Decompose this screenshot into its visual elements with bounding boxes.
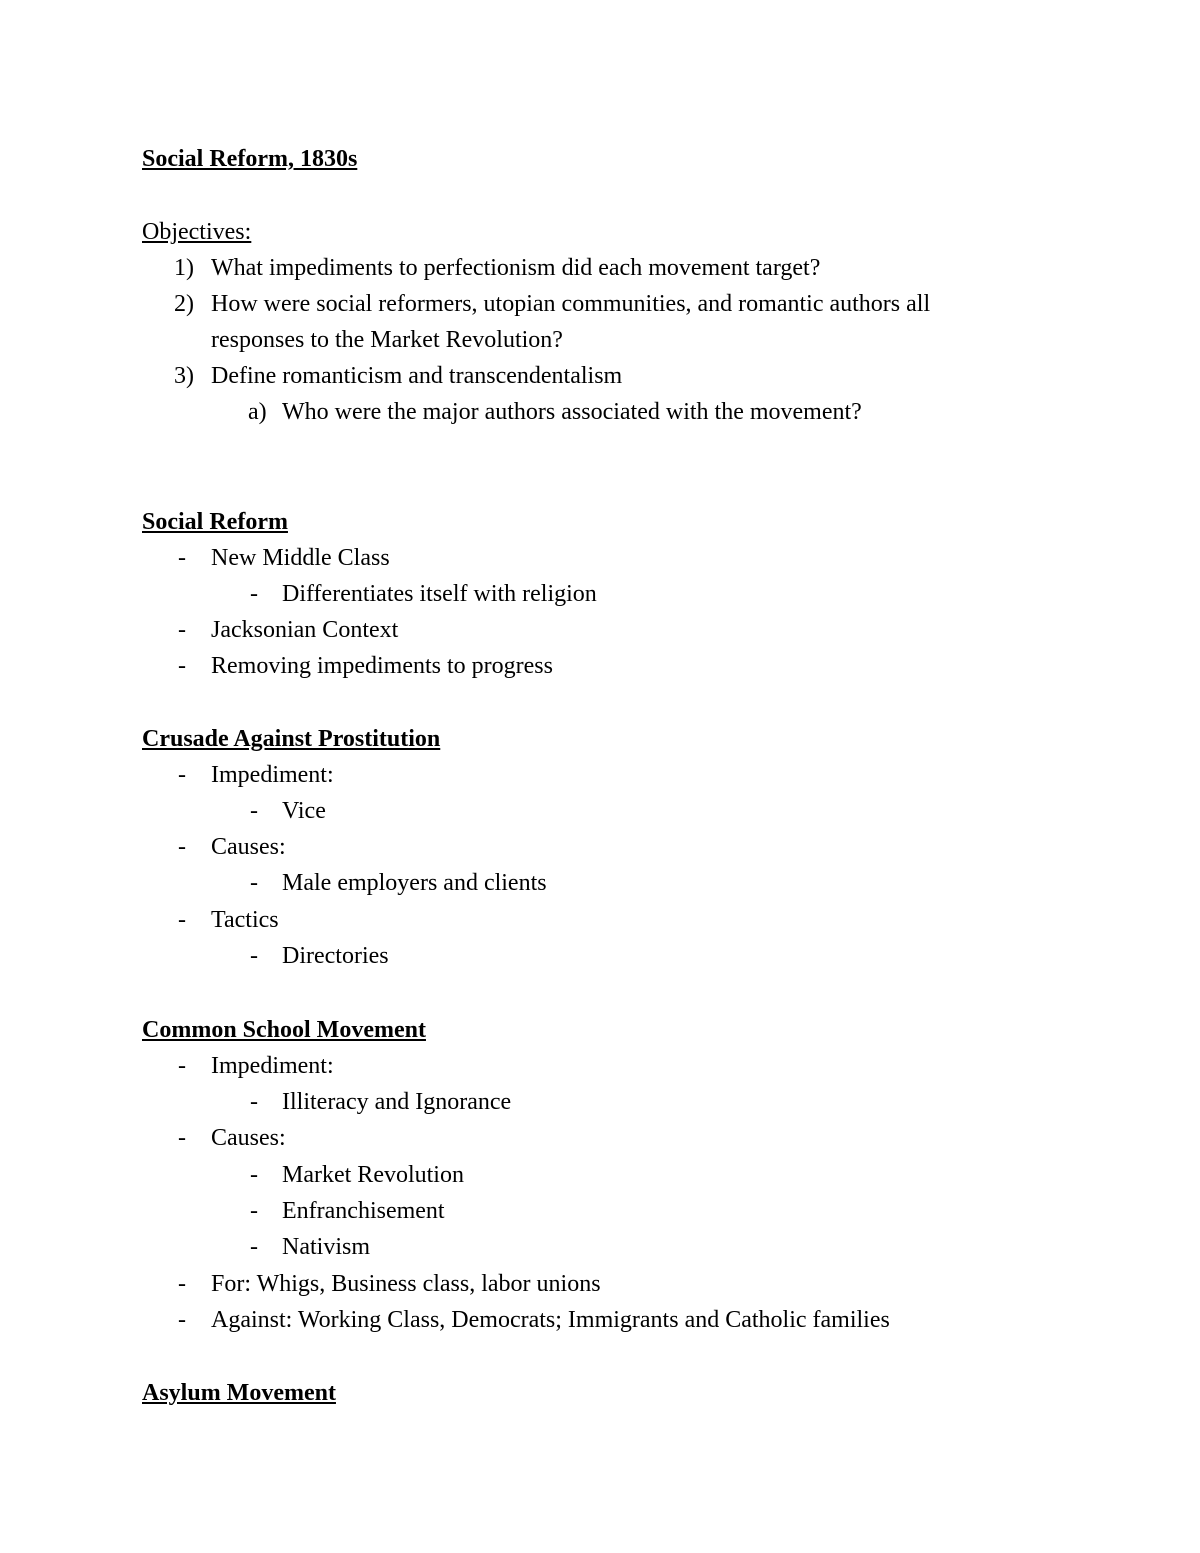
dash-bullet: -	[250, 581, 258, 607]
bullet-text: Impediment:	[211, 1053, 334, 1079]
bullet-text: Enfranchisement	[282, 1198, 445, 1224]
list-item-text: responses to the Market Revolution?	[211, 327, 563, 353]
bullet-text: Causes:	[211, 1125, 286, 1151]
list-item-text: How were social reformers, utopian communities, and romantic authors all	[211, 291, 931, 317]
bullet-text: Illiteracy and Ignorance	[282, 1089, 512, 1115]
dash-bullet: -	[250, 1089, 258, 1115]
bullet-text: Male employers and clients	[282, 870, 547, 896]
bullet-text: For: Whigs, Business class, labor unions	[211, 1271, 601, 1297]
dash-bullet: -	[250, 1162, 258, 1188]
bullet-text: Nativism	[282, 1234, 370, 1260]
list-number: 2)	[174, 291, 194, 317]
dash-bullet: -	[178, 653, 186, 679]
dash-bullet: -	[178, 617, 186, 643]
section-heading-asylum: Asylum Movement	[142, 1380, 336, 1406]
bullet-text: Jacksonian Context	[211, 617, 399, 643]
bullet-text: Directories	[282, 943, 389, 969]
dash-bullet: -	[250, 798, 258, 824]
dash-bullet: -	[178, 1125, 186, 1151]
section-heading-social-reform: Social Reform	[142, 509, 288, 535]
list-number: 1)	[174, 255, 194, 281]
dash-bullet: -	[250, 1234, 258, 1260]
dash-bullet: -	[178, 545, 186, 571]
bullet-text: Removing impediments to progress	[211, 653, 553, 679]
document-title: Social Reform, 1830s	[142, 146, 358, 172]
list-item-text: What impediments to perfectionism did each movement target?	[211, 255, 821, 281]
dash-bullet: -	[250, 943, 258, 969]
bullet-text: Vice	[282, 798, 326, 824]
dash-bullet: -	[178, 1271, 186, 1297]
list-letter: a)	[248, 399, 267, 425]
dash-bullet: -	[178, 762, 186, 788]
bullet-text: Market Revolution	[282, 1162, 464, 1188]
dash-bullet: -	[250, 870, 258, 896]
dash-bullet: -	[178, 1053, 186, 1079]
list-number: 3)	[174, 363, 194, 389]
objectives-label: Objectives:	[142, 219, 252, 245]
bullet-text: New Middle Class	[211, 545, 390, 571]
list-item-text: Who were the major authors associated with the movement?	[282, 399, 862, 425]
bullet-text: Against: Working Class, Democrats; Immigrants and Catholic families	[211, 1307, 890, 1333]
section-heading-common-school: Common School Movement	[142, 1017, 426, 1043]
dash-bullet: -	[178, 907, 186, 933]
dash-bullet: -	[178, 834, 186, 860]
dash-bullet: -	[178, 1307, 186, 1333]
section-heading-prostitution: Crusade Against Prostitution	[142, 726, 441, 752]
bullet-text: Tactics	[211, 907, 279, 933]
bullet-text: Impediment:	[211, 762, 334, 788]
bullet-text: Causes:	[211, 834, 286, 860]
list-item-text: Define romanticism and transcendentalism	[211, 363, 623, 389]
dash-bullet: -	[250, 1198, 258, 1224]
bullet-text: Differentiates itself with religion	[282, 581, 597, 607]
